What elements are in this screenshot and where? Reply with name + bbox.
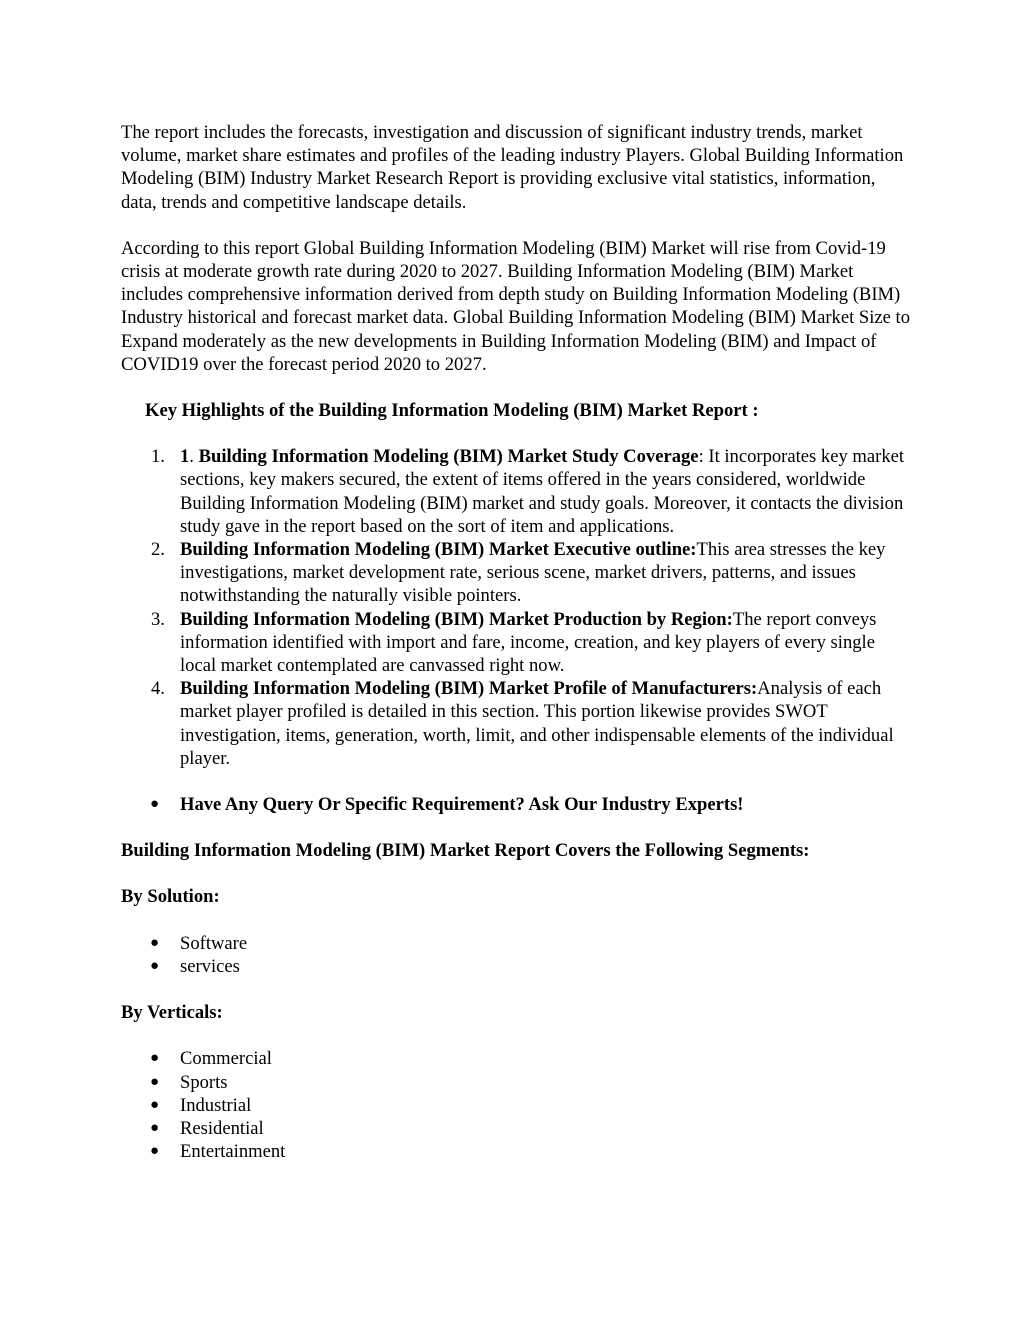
bullet-icon: ● [150, 957, 160, 974]
list-item-number: 2. [151, 539, 165, 561]
list-item-label: Industrial [180, 1094, 252, 1116]
segments-heading: Building Information Modeling (BIM) Market Report Covers the Following Segments: [121, 840, 810, 862]
key-highlights-list [121, 445, 911, 770]
bullet-icon: ● [150, 1073, 160, 1090]
list-item-title: Building Information Modeling (BIM) Market Executive outline: [180, 539, 697, 561]
intro-paragraph-2: According to this report Global Building Information Modeling (BIM) Market will rise from Covid-19 crisis at moderate growth rate during 2020 to 2027. Building Information Modeling (BIM) Market includes comprehensive information derived from depth study on Building Information Modeling (BIM) Industry historical and forecast market data. Global Building Information Modeling (BIM) Market Size to Expand moderately as the new developments in Building Information Modeling (BIM) and Impact of COVID19 over the forecast period 2020 to 2027. [121, 237, 911, 375]
list-item [121, 608, 911, 678]
bullet-icon: ● [150, 796, 160, 813]
list-item [121, 1117, 911, 1140]
list-item-title: Building Information Modeling (BIM) Market Profile of Manufacturers: [180, 678, 758, 700]
list-item-label: Entertainment [180, 1141, 286, 1163]
key-highlights-heading: Key Highlights of the Building Information Modeling (BIM) Market Report : [145, 400, 759, 422]
query-list-item [121, 793, 911, 816]
bullet-icon: ● [150, 1050, 160, 1067]
list-item-body: The report conveys information identified with import and fare, income, creation, and key players of every single local market contemplated are canvassed right now. [180, 608, 877, 677]
list-item-separator: . [189, 446, 199, 468]
list-item [121, 677, 911, 770]
bullet-icon: ● [150, 1096, 160, 1113]
solution-list [121, 932, 911, 978]
list-item-body: This area stresses the key investigations, market development rate, serious scene, market drivers, patterns, and issues notwithstanding the naturally visible pointers. [180, 539, 886, 607]
list-item [121, 445, 911, 538]
list-item [121, 932, 911, 955]
verticals-list [121, 1047, 911, 1163]
list-item [121, 955, 911, 978]
list-item [121, 1047, 911, 1070]
list-item-label: Commercial [180, 1048, 272, 1070]
list-item [121, 1140, 911, 1163]
intro-paragraph-1: The report includes the forecasts, investigation and discussion of significant industry trends, market volume, market share estimates and profiles of the leading industry Players. Global Building Information Modeling (BIM) Industry Market Research Report is providing exclusive vital statistics, information, data, trends and competitive landscape details. [121, 122, 904, 213]
bullet-icon: ● [150, 1143, 160, 1160]
query-link[interactable]: Have Any Query Or Specific Requirement? Ask Our Industry Experts! [180, 794, 744, 816]
list-item [121, 1094, 911, 1117]
list-item-label: services [180, 955, 240, 977]
document-page [121, 121, 911, 1186]
list-item [121, 1071, 911, 1094]
list-item-title: Building Information Modeling (BIM) Market Production by Region: [180, 608, 733, 630]
list-item-title: Building Information Modeling (BIM) Market Study Coverage [198, 446, 699, 468]
list-item-label: Sports [180, 1071, 228, 1093]
by-solution-heading: By Solution: [121, 886, 220, 908]
list-item-number: 4. [151, 678, 165, 700]
by-verticals-heading: By Verticals: [121, 1002, 223, 1024]
list-item [121, 538, 911, 608]
bullet-icon: ● [150, 1119, 160, 1136]
list-item-prefix: 1 [180, 446, 190, 468]
list-item-number: 1. [151, 446, 165, 468]
bullet-icon: ● [150, 934, 160, 951]
list-item-label: Residential [180, 1117, 264, 1139]
list-item-label: Software [180, 932, 248, 954]
list-item-number: 3. [151, 608, 165, 630]
query-list [121, 793, 911, 816]
list-item-body: Analysis of each market player profiled is detailed in this section. This portion likewise provides SWOT investigation, items, generation, worth, limit, and other indispensable elements of the individual player. [180, 678, 894, 769]
list-item-body: : It incorporates key market sections, key makers secured, the extent of items offered in the years considered, worldwide Building Information Modeling (BIM) market and study goals. Moreover, it contacts the division study gave in the report based on the sort of item and applications. [180, 446, 905, 537]
